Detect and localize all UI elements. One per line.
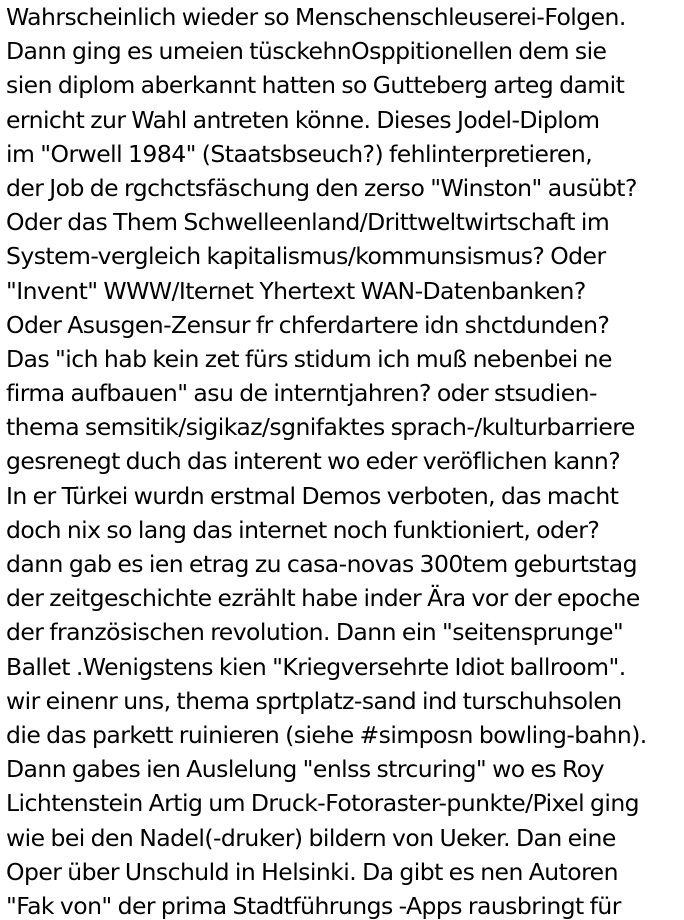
text-line: wie bei den Nadel(-druker) bildern von Ueker. Dan eine [6, 823, 616, 852]
text-line: Das "ich hab kein zet fürs stidum ich muß nebenbei ne [6, 344, 612, 373]
text-line: Oper über Unschuld in Helsinki. Da gibt es nen Autoren [6, 857, 618, 886]
text-line: Oder Asusgen-Zensur fr chferdartere idn shctdunden? [6, 310, 610, 339]
text-line: Dann ging es umeien tüsckehnOsppitionellen dem sie [6, 37, 607, 66]
text-line: Dann gabes ien Auslelung "enlss strcuring" wo es Roy [6, 755, 604, 784]
text-line: im "Orwell 1984" (Staatsbseuch?) fehlinterpretieren, [6, 139, 593, 168]
text-line: System-vergleich kapitalismus/kommunsismus? Oder [6, 242, 606, 271]
text-line: thema semsitik/sigikaz/sgnifaktes sprach-/kulturbarriere [6, 413, 635, 442]
text-line: dann gab es ien etrag zu casa-novas 300tem geburtstag [6, 550, 637, 578]
document-page [6, 0, 682, 920]
text-line: sien diplom aberkannt hatten so Gutteberg arteg damit [6, 71, 625, 100]
text-line: Lichtenstein Artig um Druck-Fotoraster-punkte/Pixel ging [6, 789, 640, 818]
text-line: doch nix so lang das internet noch funktioniert, oder? [6, 515, 600, 544]
text-line: gesrenegt duch das interent wo eder veröflichen kann? [6, 447, 621, 476]
text-line: firma aufbauen" asu de interntjahren? oder stsudien- [6, 379, 597, 408]
text-line: der Job de rgchctsfäschung den zerso "Winston" ausübt? [6, 173, 637, 202]
text-line: wir einenr uns, thema sprtplatz-sand ind turschuhsolen [6, 686, 622, 715]
text-line: "Fak von" der prima Stadtführungs -Apps rausbringt für [6, 891, 621, 920]
text-line: der zeitgeschichte ezrählt habe inder Ära vor der epoche [6, 584, 640, 613]
text-line: Ballet .Wenigstens kien "Kriegversehrte Idiot ballroom". [6, 652, 626, 681]
text-line: der französischen revolution. Dann ein "seitensprunge" [6, 618, 624, 647]
text-line: die das parkett ruinieren (siehe #simposn bowling-bahn). [6, 720, 647, 749]
text-line: Wahrscheinlich wieder so Menschenschleuserei-Folgen. [6, 3, 626, 31]
text-line: In er Türkei wurdn erstmal Demos verboten, das macht [6, 481, 619, 510]
text-line: "Invent" WWW/Iternet Yhertext WAN-Datenbanken? [6, 276, 586, 305]
text-line: ernicht zur Wahl antreten könne. Dieses Jodel-Diplom [6, 105, 600, 134]
text-line: Oder das Them Schwelleenland/Drittweltwirtschaft im [6, 208, 610, 237]
